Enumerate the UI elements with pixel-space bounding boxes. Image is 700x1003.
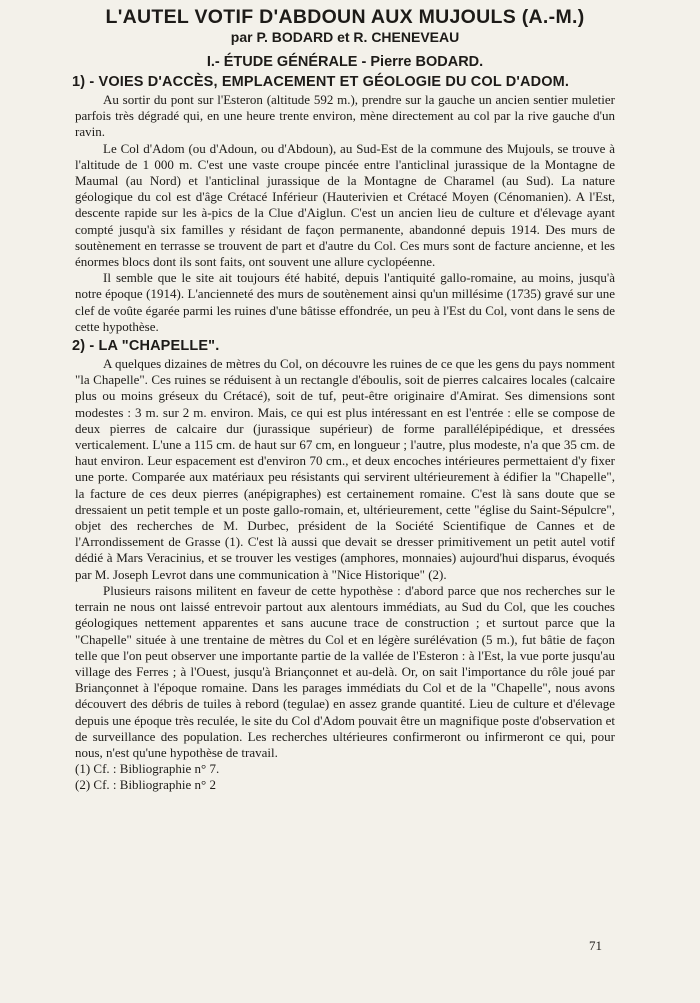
heading-chapelle: 2) - LA "CHAPELLE". [72,338,220,355]
footnotes [75,761,615,793]
article [72,6,615,794]
page-number: 71 [589,938,602,953]
paragraph-hypothese: Plusieurs raisons militent en faveur de cette hypothèse : d'abord parce que nos recherches sur le terrain ne nous ont laissé entrevoir partout aux alentours immédiats, au Sud du Col, que les couches géologiques nettement apparentes et sans aucune trace de construction ; et surtout parce que la "Chapelle" située à une trentaine de mètres du Col et en légère surélévation (5 m.), fut bâtie de façon telle que l'on peut observer une importante partie de la vallée de l'Esteron : à l'Est, la vue porte jusqu'au village des Ferres ; à l'Ouest, jusqu'à Briançonnet et au-delà. Or, on sait l'importance du rôle joué par Briançonnet à l'époque romaine. Dans les parages immédiats du Col et de la "Chapelle", nous avons découvert des débris de tuiles à rebord (tegulae) en assez grande quantité. Lieu de culture et d'élevage depuis une époque très reculée, le site du Col d'Adom pouvait être un magnifique poste d'observation et de surveillance des population. Les recherches ultérieures confirmeront ou infirmeront ce qui, pour nous, n'est qu'une hypothèse de travail. [75,582,615,760]
paragraph-site-habite: Il semble que le site ait toujours été habité, depuis l'antiquité gallo-romaine, au moins, jusqu'à notre époque (1914). L'ancienneté des murs de soutènement ainsi qu'un millésime (1735) gravé sur une clef de voûte égarée parmi les ruines d'une bâtisse effondrée, un peu à l'Est du Col, vont dans le sens de cette hypothèse. [75,270,615,334]
heading-voies-d-acces: 1) - VOIES D'ACCÈS, EMPLACEMENT ET GÉOLOGIE DU COL D'ADOM. [72,74,570,90]
article-title: L'AUTEL VOTIF D'ABDOUN AUX MUJOULS (A.-M.) [105,6,585,28]
footnote-2: (2) Cf. : Bibliographie n° 2 [75,777,216,793]
footnote-1: (1) Cf. : Bibliographie n° 7. [75,761,220,777]
paragraph-col-d-adom: Le Col d'Adom (ou d'Adoun, ou d'Abdoun), au Sud-Est de la commune des Mujouls, se trouve à l'altitude de 1 000 m. C'est une vaste croupe pincée entre l'anticlinal jurassique de la Montagne de Maumal (au Nord) et l'anticlinal jurassique de la Montagne de Charamel (au Sud). La nature géologique du col est d'âge Crétacé Inférieur (Hauterivien et Crétacé Moyen (Cénomanien). A l'Est, descente rapide sur les à-pics de la Clue d'Aiglun. C'est un ancien lieu de culture et d'élevage ayant compté jusqu'à six familles y résidant de façon permanente, abandonné depuis 1914. Des murs de soutènement en terrasse se trouvent de part et d'autre du Col. Ces murs sont de facture ancienne, et les énormes blocs dont ils sont faits, ont souvent une allure cyclopéenne. [75,140,615,270]
article-authors: par P. BODARD et R. CHENEVEAU [230,29,460,45]
section-title: I.- ÉTUDE GÉNÉRALE - Pierre BODARD. [206,54,484,70]
paragraph-acces: Au sortir du pont sur l'Esteron (altitude 592 m.), prendre sur la gauche un ancien sentier muletier parfois très dégradé qui, en une heure trente environ, mène directement au col par la rive gauche d'un ravin. [75,92,615,140]
paragraph-ruines-chapelle: A quelques dizaines de mètres du Col, on découvre les ruines de ce que les gens du pays nomment "la Chapelle". Ces ruines se réduisent à un rectangle d'éboulis, soit de pierres calcaires locales (calcaire plus ou moins gréseux du Crétacé), soit de tuf, peut-être originaire d'Amirat. Ses dimensions sont modestes : 3 m. sur 2 m. environ. Mais, ce qui est plus intéressant en est l'entrée : elle se compose de deux pierres de calcaire dur (jurassique supérieur) de forme parallélépipédique, et dressées verticalement. L'une a 115 cm. de haut sur 67 cm, en longueur ; l'autre, plus modeste, n'a que 35 cm. de haut environ. Leur espacement est d'environ 70 cm., et deux encoches intérieures permettaient d'y fixer une porte. Comparée aux matériaux peu résistants qui servirent ultérieurement à édifier la "Chapelle", la facture de ces deux pierres (anépigraphes) est certainement romaine. C'est là sans doute que se dressaient un petit temple et un poste gallo-romain, et, ultérieurement, cette "église du Saint-Sépulcre", objet des recherches de M. Durbec, président de la Société Scientifique de Cannes et de l'Arrondissement de Grasse (1). C'est là aussi que devait se dresser primitivement un petit autel votif dédié à Mars Veracinius, et se trouver les vestiges (amphores, monnaies) aujourd'hui disparus, évoqués par M. Joseph Levrot dans une communication à "Nice Historique" (2). [75,356,615,582]
